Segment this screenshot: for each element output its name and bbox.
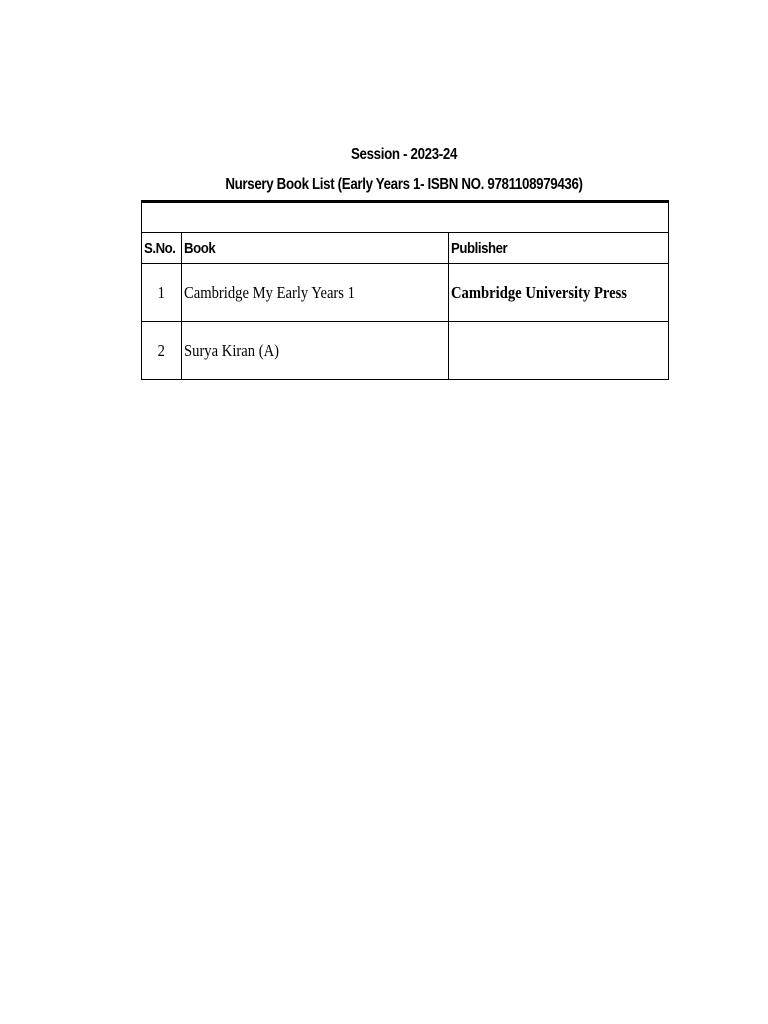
table-row [142,264,669,322]
header-publisher [449,233,669,264]
row-book-cell [182,322,449,380]
row-book: Cambridge My Early Years 1 [184,282,355,302]
row-sno: 1 [157,282,166,302]
row-sno-cell [142,264,182,322]
header-publisher-label: Publisher [451,239,508,257]
row-book-cell [182,264,449,322]
row-book: Surya Kiran (A) [184,340,280,360]
table-row [142,322,669,380]
session-title: Session - 2023-24 [350,146,458,163]
table-blank-row [142,202,669,233]
table-blank-cell [142,202,669,233]
header-sno-label: S.No. [144,239,176,257]
row-sno-cell [142,322,182,380]
book-list-title: Nursery Book List (Early Years 1- ISBN NO. 9781108979436) [225,176,583,193]
header-book-label: Book [184,239,216,257]
row-publisher-cell [449,322,669,380]
header-book [182,233,449,264]
row-sno: 2 [157,340,166,360]
table-header-row [142,233,669,264]
header-sno [142,233,182,264]
book-list-table [141,200,669,380]
row-publisher: Cambridge University Press [451,282,627,302]
row-publisher-cell [449,264,669,322]
